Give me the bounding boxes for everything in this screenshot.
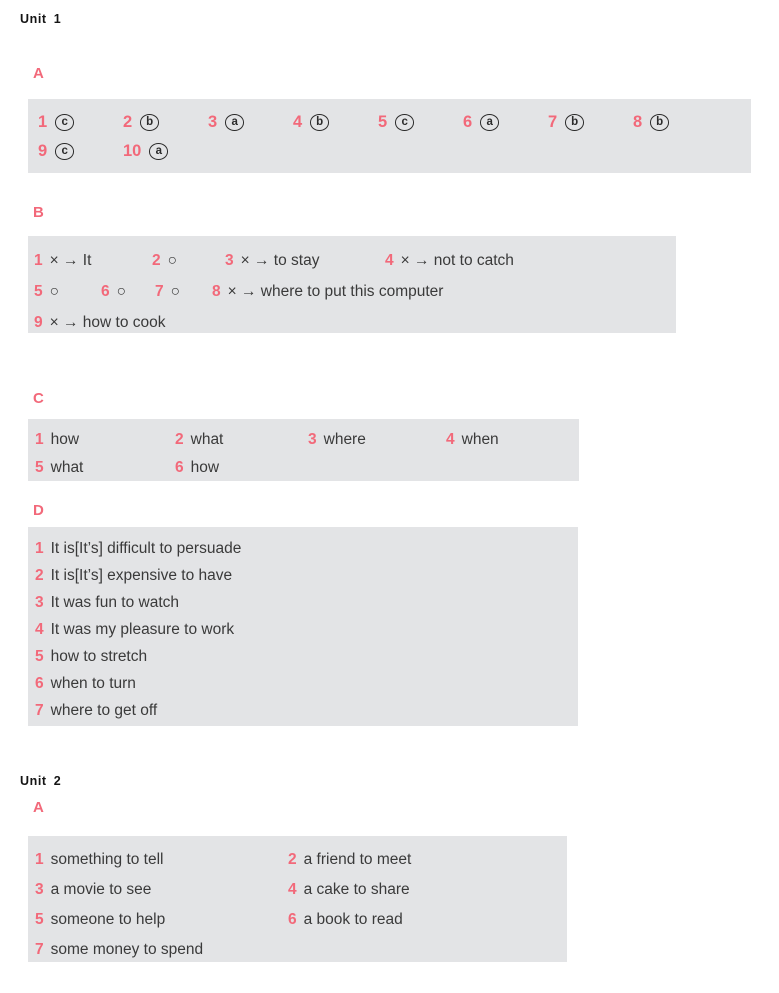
answer-item <box>633 108 669 137</box>
answer-text: It was my pleasure to work <box>50 621 235 638</box>
circled-letter-answer: c <box>55 143 74 160</box>
answer-item <box>38 108 123 137</box>
answer-number: 7 <box>35 702 44 719</box>
answer-text: a movie to see <box>50 881 152 898</box>
answer-number: 1 <box>38 113 48 131</box>
answer-number: 4 <box>293 113 303 131</box>
unit2-section-a-label: A <box>33 799 44 816</box>
circled-letter-answer: b <box>565 114 584 131</box>
answer-item <box>35 670 578 697</box>
circled-letter-answer: c <box>55 114 74 131</box>
answer-text: someone to help <box>50 911 166 928</box>
unit1-section-c-label: C <box>33 390 44 407</box>
answer-number: 4 <box>35 621 44 638</box>
circled-letter-answer: a <box>225 114 244 131</box>
answer-text: It was fun to watch <box>50 594 179 611</box>
answer-number: 2 <box>288 851 297 868</box>
answer-item <box>212 276 443 307</box>
answer-number: 8 <box>212 283 221 300</box>
answer-item <box>123 137 168 166</box>
answer-item <box>378 108 463 137</box>
answer-number: 2 <box>123 113 133 131</box>
answer-number: 7 <box>155 283 164 300</box>
answer-number: 6 <box>35 675 44 692</box>
answer-number: 5 <box>35 459 44 476</box>
answer-item <box>35 697 578 724</box>
unit2-title: Unit 2 <box>20 774 62 788</box>
answer-text: how to stretch <box>50 648 148 665</box>
answer-number: 5 <box>35 648 44 665</box>
answer-number: 1 <box>35 540 44 557</box>
circled-letter-answer: a <box>149 143 168 160</box>
answer-text: a book to read <box>303 911 403 928</box>
answer-number: 6 <box>175 459 184 476</box>
answer-text: It is[It’s] expensive to have <box>50 567 233 584</box>
answer-number: 4 <box>385 252 394 269</box>
answer-text: how <box>190 459 220 476</box>
answer-item <box>152 245 225 276</box>
answer-item <box>385 245 514 276</box>
answer-text: some money to spend <box>50 941 204 958</box>
answer-item <box>225 245 385 276</box>
answer-text: It is[It’s] difficult to persuade <box>50 540 242 557</box>
answer-text: a friend to meet <box>303 851 412 868</box>
answer-number: 4 <box>288 881 297 898</box>
answer-text: something to tell <box>50 851 164 868</box>
answer-text: how <box>50 431 80 448</box>
answer-number: 6 <box>101 283 110 300</box>
answer-item <box>38 137 123 166</box>
answer-item <box>308 426 446 454</box>
answer-number: 6 <box>463 113 473 131</box>
answer-number: 6 <box>288 911 297 928</box>
answer-item <box>288 875 567 905</box>
answer-item <box>208 108 293 137</box>
answer-item <box>155 276 212 307</box>
answer-row <box>34 276 676 307</box>
answer-text: ○ <box>49 283 59 300</box>
answer-item <box>35 589 578 616</box>
answer-text: × → how to cook <box>49 314 166 331</box>
unit1-section-d-label: D <box>33 502 44 519</box>
answer-number: 2 <box>152 252 161 269</box>
answer-text: a cake to share <box>303 881 410 898</box>
answer-text: what <box>50 459 84 476</box>
answer-item <box>35 562 578 589</box>
unit1-section-c-block <box>28 419 579 481</box>
answer-number: 3 <box>308 431 317 448</box>
answer-number: 4 <box>446 431 455 448</box>
answer-item <box>293 108 378 137</box>
answer-number: 3 <box>35 594 44 611</box>
answer-text: what <box>190 431 224 448</box>
answer-row <box>38 108 751 137</box>
answer-row <box>34 307 676 338</box>
answer-text: × → not to catch <box>400 252 514 269</box>
answer-text: ○ <box>116 283 126 300</box>
answer-row <box>38 137 751 166</box>
answer-text: when to turn <box>50 675 136 692</box>
answer-item <box>446 426 579 454</box>
unit1-section-b-label: B <box>33 204 44 221</box>
answer-number: 9 <box>34 314 43 331</box>
answer-text: ○ <box>170 283 180 300</box>
answer-item <box>34 276 101 307</box>
answer-number: 5 <box>34 283 43 300</box>
unit1-section-a-block <box>28 99 751 173</box>
answer-item <box>35 875 288 905</box>
answer-number: 10 <box>123 142 142 160</box>
answer-item <box>35 454 175 482</box>
circled-letter-answer: a <box>480 114 499 131</box>
answer-item <box>101 276 155 307</box>
answer-item <box>35 616 578 643</box>
answer-item <box>123 108 208 137</box>
answer-number: 1 <box>35 851 44 868</box>
answer-item <box>35 935 288 965</box>
answer-text: where to get off <box>50 702 158 719</box>
unit1-title: Unit 1 <box>20 12 62 26</box>
answer-number: 5 <box>378 113 388 131</box>
answer-number: 3 <box>225 252 234 269</box>
answer-row <box>34 245 676 276</box>
answer-number: 2 <box>35 567 44 584</box>
answer-item <box>34 307 166 338</box>
answer-number: 9 <box>38 142 48 160</box>
answer-item <box>35 426 175 454</box>
answer-text: × → where to put this computer <box>227 283 444 300</box>
unit2-section-a-block <box>28 836 567 962</box>
answer-text: when <box>461 431 499 448</box>
circled-letter-answer: b <box>650 114 669 131</box>
answer-item <box>288 905 567 935</box>
answer-number: 3 <box>35 881 44 898</box>
answer-item <box>175 426 308 454</box>
answer-item <box>548 108 633 137</box>
unit1-section-b-block <box>28 236 676 333</box>
circled-letter-answer: b <box>310 114 329 131</box>
answer-number: 7 <box>548 113 558 131</box>
unit1-section-d-block <box>28 527 578 726</box>
answer-item <box>175 454 308 482</box>
answer-item <box>34 245 152 276</box>
answer-item <box>35 535 578 562</box>
answer-number: 5 <box>35 911 44 928</box>
answer-item <box>35 905 288 935</box>
answer-text: where <box>323 431 366 448</box>
answer-item <box>35 643 578 670</box>
answer-number: 8 <box>633 113 643 131</box>
answer-item <box>35 845 288 875</box>
answer-text: ○ <box>167 252 177 269</box>
answer-number: 1 <box>35 431 44 448</box>
answer-number: 3 <box>208 113 218 131</box>
answer-item <box>288 845 567 875</box>
answer-number: 7 <box>35 941 44 958</box>
answer-text: × → It <box>49 252 92 269</box>
answer-text: × → to stay <box>240 252 320 269</box>
answer-item <box>463 108 548 137</box>
circled-letter-answer: b <box>140 114 159 131</box>
circled-letter-answer: c <box>395 114 414 131</box>
answer-number: 1 <box>34 252 43 269</box>
unit1-section-a-label: A <box>33 65 44 82</box>
answer-number: 2 <box>175 431 184 448</box>
